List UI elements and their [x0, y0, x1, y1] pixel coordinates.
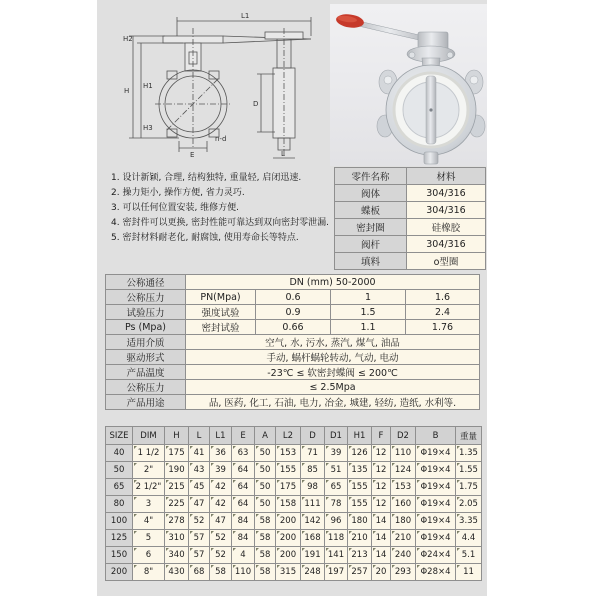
dim-value-cell: 65: [325, 479, 348, 496]
spec-value-cell: 1.6: [406, 290, 480, 305]
handle-grip: [335, 13, 365, 30]
dim-size-cell: 40: [106, 445, 133, 462]
dim-row: [106, 547, 482, 564]
dim-value-cell: 50: [255, 462, 276, 479]
dim-value-cell: 1 1/2: [133, 445, 165, 462]
dim-value-cell: 58: [255, 513, 276, 530]
dim-header-cell: E: [232, 427, 255, 445]
dim-value-cell: 14: [372, 513, 391, 530]
features-list: [111, 171, 333, 246]
dim-value-cell: 180: [391, 513, 416, 530]
dim-value-cell: 111: [301, 496, 325, 513]
dim-value-cell: 84: [232, 513, 255, 530]
dim-value-cell: Φ28×4: [416, 564, 456, 581]
dim-value-cell: 142: [301, 513, 325, 530]
dim-row: [106, 462, 482, 479]
dim-row: [106, 445, 482, 462]
dim-value-cell: 58: [255, 564, 276, 581]
dim-value-cell: 12: [372, 462, 391, 479]
spec-value-cell: 密封试验: [186, 320, 256, 335]
dim-value-cell: 4": [133, 513, 165, 530]
dim-value-cell: 85: [301, 462, 325, 479]
dim-value-cell: 64: [232, 496, 255, 513]
dim-header-cell: H1: [348, 427, 372, 445]
dim-value-cell: 155: [276, 462, 301, 479]
dim-value-cell: 153: [391, 479, 416, 496]
spec-value-cell: 1.1: [331, 320, 406, 335]
spec-value-cell: ≤ 2.5Mpa: [186, 380, 480, 395]
dim-value-cell: 50: [255, 479, 276, 496]
part-material-cell: 304/316: [407, 236, 486, 253]
dim-value-cell: 225: [165, 496, 189, 513]
dim-value-cell: 12: [372, 445, 391, 462]
spec-value-cell: -23℃ ≤ 软密封蝶阀 ≤ 200℃: [186, 365, 480, 380]
dim-size-cell: 125: [106, 530, 133, 547]
dim-value-cell: 12: [372, 496, 391, 513]
spec-label-cell: 公称通径: [106, 275, 186, 290]
part-name-cell: 密封圈: [335, 219, 407, 236]
dim-value-cell: 42: [210, 479, 232, 496]
dim-value-cell: 45: [189, 479, 210, 496]
dim-size-cell: 80: [106, 496, 133, 513]
dim-value-cell: 213: [348, 547, 372, 564]
spec-row: [106, 275, 480, 290]
dim-table-body: [106, 445, 482, 581]
dim-value-cell: 64: [232, 462, 255, 479]
dim-value-cell: 5: [133, 530, 165, 547]
dim-value-cell: 340: [165, 547, 189, 564]
dim-size-cell: 150: [106, 547, 133, 564]
parts-header-cell: 零件名称: [335, 168, 407, 185]
dim-value-cell: 36: [210, 445, 232, 462]
dim-value-cell: 51: [325, 462, 348, 479]
dim-value-cell: 191: [301, 547, 325, 564]
dim-value-cell: 58: [255, 530, 276, 547]
dim-size-cell: 50: [106, 462, 133, 479]
dim-header-cell: A: [255, 427, 276, 445]
dim-value-cell: 168: [301, 530, 325, 547]
dim-value-cell: 160: [391, 496, 416, 513]
parts-row: [335, 253, 486, 270]
dim-value-cell: 155: [348, 479, 372, 496]
dim-value-cell: 96: [325, 513, 348, 530]
dim-label-d: D: [253, 100, 259, 108]
dim-header-cell: D2: [391, 427, 416, 445]
dim-value-cell: 215: [165, 479, 189, 496]
dim-value-cell: 1.35: [456, 445, 482, 462]
dim-row: [106, 496, 482, 513]
dim-value-cell: 41: [189, 445, 210, 462]
dim-value-cell: 278: [165, 513, 189, 530]
dim-label-nd: n-d: [215, 135, 227, 143]
part-material-cell: o型圈: [407, 253, 486, 270]
dim-value-cell: 47: [189, 496, 210, 513]
spec-label-cell: 公称压力: [106, 380, 186, 395]
dim-value-cell: Φ19×4: [416, 462, 456, 479]
spec-row: [106, 335, 480, 350]
spec-label-cell: 公称压力: [106, 290, 186, 305]
dim-value-cell: 257: [348, 564, 372, 581]
dim-size-cell: 65: [106, 479, 133, 496]
part-name-cell: 阀体: [335, 185, 407, 202]
parts-header-cell: 材料: [407, 168, 486, 185]
spec-value-cell: 手动, 蜗杆蜗轮转动, 气动, 电动: [186, 350, 480, 365]
dim-table-head: [106, 427, 482, 445]
spec-row: [106, 305, 480, 320]
dim-value-cell: 39: [210, 462, 232, 479]
spec-value-cell: PN(Mpa): [186, 290, 256, 305]
spec-table: [105, 274, 480, 410]
spec-table-body: [106, 275, 480, 410]
dim-header-cell: DIM: [133, 427, 165, 445]
dim-row: [106, 513, 482, 530]
dim-value-cell: 293: [391, 564, 416, 581]
dim-value-cell: 175: [276, 479, 301, 496]
dim-label-h1: H1: [143, 82, 153, 90]
dim-header-cell: B: [416, 427, 456, 445]
feature-item: 1. 设计新颖, 合理, 结构独特, 重量轻, 启闭迅速.: [111, 173, 302, 183]
spec-row: [106, 320, 480, 335]
dim-header-cell: H: [165, 427, 189, 445]
dim-value-cell: 52: [189, 513, 210, 530]
spec-label-cell: 试验压力: [106, 305, 186, 320]
parts-row: [335, 219, 486, 236]
dim-value-cell: 1.75: [456, 479, 482, 496]
dim-label-h: H: [124, 87, 130, 95]
dim-value-cell: 98: [301, 479, 325, 496]
dim-value-cell: 153: [276, 445, 301, 462]
dim-value-cell: 4: [232, 547, 255, 564]
dim-value-cell: Φ19×4: [416, 513, 456, 530]
spec-value-cell: 1.5: [331, 305, 406, 320]
parts-row: [335, 202, 486, 219]
dim-value-cell: 126: [348, 445, 372, 462]
dim-value-cell: 2.05: [456, 496, 482, 513]
dim-value-cell: 200: [276, 513, 301, 530]
dim-value-cell: Φ19×4: [416, 530, 456, 547]
dim-header-cell: SIZE: [106, 427, 133, 445]
spec-label-cell: Ps (Mpa): [106, 320, 186, 335]
dim-header-cell: 重量: [456, 427, 482, 445]
part-name-cell: 蝶板: [335, 202, 407, 219]
dim-value-cell: Φ19×4: [416, 445, 456, 462]
feature-item: 4. 密封件可以更换, 密封性能可靠达到双向密封零泄漏.: [111, 218, 330, 228]
dim-size-cell: 100: [106, 513, 133, 530]
dim-value-cell: 52: [210, 530, 232, 547]
part-material-cell: 304/316: [407, 202, 486, 219]
dim-header-cell: D: [301, 427, 325, 445]
part-name-cell: 阀杆: [335, 236, 407, 253]
dim-value-cell: 248: [301, 564, 325, 581]
dim-header-cell: L: [189, 427, 210, 445]
parts-row: [335, 236, 486, 253]
dim-label-e: E: [190, 151, 195, 159]
spec-value-cell: 0.6: [256, 290, 331, 305]
spec-row: [106, 380, 480, 395]
dim-value-cell: 2 1/2": [133, 479, 165, 496]
dim-value-cell: 3: [133, 496, 165, 513]
dim-value-cell: 158: [276, 496, 301, 513]
spec-value-cell: 品, 医药, 化工, 石油, 电力, 冶金, 城建, 轻纺, 造纸, 水利等.: [186, 395, 480, 410]
spec-label-cell: 驱动形式: [106, 350, 186, 365]
spec-row: [106, 350, 480, 365]
dim-value-cell: 315: [276, 564, 301, 581]
dim-value-cell: 155: [348, 496, 372, 513]
dim-value-cell: 4.4: [456, 530, 482, 547]
dim-value-cell: 50: [255, 496, 276, 513]
dim-value-cell: 190: [165, 462, 189, 479]
dim-value-cell: 71: [301, 445, 325, 462]
spec-value-cell: DN (mm) 50-2000: [186, 275, 480, 290]
spec-value-cell: 2.4: [406, 305, 480, 320]
dim-value-cell: 50: [255, 445, 276, 462]
dim-value-cell: 110: [391, 445, 416, 462]
dim-value-cell: 14: [372, 547, 391, 564]
dim-value-cell: 124: [391, 462, 416, 479]
dim-value-cell: 118: [325, 530, 348, 547]
parts-table-body: [335, 168, 486, 270]
dim-size-cell: 200: [106, 564, 133, 581]
dim-value-cell: 197: [325, 564, 348, 581]
dim-value-cell: 42: [210, 496, 232, 513]
dim-value-cell: 57: [189, 547, 210, 564]
dim-value-cell: 57: [189, 530, 210, 547]
dim-value-cell: 180: [348, 513, 372, 530]
dim-value-cell: 200: [276, 530, 301, 547]
spec-value-cell: 空气, 水, 污水, 蒸汽, 煤气, 油品: [186, 335, 480, 350]
dim-label-l: L: [281, 150, 285, 158]
dim-value-cell: 58: [255, 547, 276, 564]
dim-value-cell: 47: [210, 513, 232, 530]
valve-technical-drawing: [115, 8, 333, 163]
dim-row: [106, 530, 482, 547]
dim-header-cell: L2: [276, 427, 301, 445]
parts-row: [335, 185, 486, 202]
spec-row: [106, 290, 480, 305]
dim-value-cell: 11: [456, 564, 482, 581]
dim-value-cell: Φ19×4: [416, 496, 456, 513]
feature-item: 5. 密封材料耐老化, 耐腐蚀, 使用寿命长等特点.: [111, 233, 299, 243]
part-name-cell: 填料: [335, 253, 407, 270]
dim-value-cell: 1.55: [456, 462, 482, 479]
parts-header-row: [335, 168, 486, 185]
spec-label-cell: 产品用途: [106, 395, 186, 410]
dim-value-cell: 78: [325, 496, 348, 513]
dim-value-cell: 64: [232, 479, 255, 496]
dim-value-cell: 43: [189, 462, 210, 479]
dim-value-cell: 5.1: [456, 547, 482, 564]
dim-value-cell: 39: [325, 445, 348, 462]
valve-photo: [330, 4, 487, 166]
dim-value-cell: 68: [189, 564, 210, 581]
dim-value-cell: 14: [372, 530, 391, 547]
content-panel: [97, 0, 487, 596]
dim-value-cell: 2": [133, 462, 165, 479]
dim-value-cell: 210: [391, 530, 416, 547]
dim-header-cell: L1: [210, 427, 232, 445]
dim-row: [106, 479, 482, 496]
spec-value-cell: 强度试验: [186, 305, 256, 320]
spec-value-cell: 1.76: [406, 320, 480, 335]
part-material-cell: 304/316: [407, 185, 486, 202]
dim-header-cell: F: [372, 427, 391, 445]
feature-item: 3. 可以任何位置安装, 维修方便.: [111, 203, 240, 213]
dim-label-h3: H3: [143, 124, 153, 132]
spec-label-cell: 产品温度: [106, 365, 186, 380]
dim-value-cell: 12: [372, 479, 391, 496]
dim-value-cell: 210: [348, 530, 372, 547]
dim-value-cell: 240: [391, 547, 416, 564]
dim-value-cell: 63: [232, 445, 255, 462]
dim-header-cell: D1: [325, 427, 348, 445]
dim-row: [106, 564, 482, 581]
dim-value-cell: 3.35: [456, 513, 482, 530]
part-material-cell: 硅橡胶: [407, 219, 486, 236]
dim-value-cell: 430: [165, 564, 189, 581]
parts-material-table: [334, 167, 486, 270]
feature-item: 2. 操力矩小, 操作方便, 省力灵巧.: [111, 188, 245, 198]
dim-value-cell: 175: [165, 445, 189, 462]
spec-row: [106, 395, 480, 410]
spec-label-cell: 适用介质: [106, 335, 186, 350]
dimensions-table: [105, 426, 482, 581]
dim-value-cell: 6: [133, 547, 165, 564]
spec-value-cell: 1: [331, 290, 406, 305]
dim-value-cell: 135: [348, 462, 372, 479]
dim-value-cell: 52: [210, 547, 232, 564]
dim-value-cell: 200: [276, 547, 301, 564]
spec-row: [106, 365, 480, 380]
dim-value-cell: 20: [372, 564, 391, 581]
dim-value-cell: Φ24×4: [416, 547, 456, 564]
dim-label-h2: H2: [123, 35, 133, 43]
dim-value-cell: 58: [210, 564, 232, 581]
dim-value-cell: 8": [133, 564, 165, 581]
dim-value-cell: 84: [232, 530, 255, 547]
spec-value-cell: 0.66: [256, 320, 331, 335]
spec-value-cell: 0.9: [256, 305, 331, 320]
dim-header-row: [106, 427, 482, 445]
dim-value-cell: 310: [165, 530, 189, 547]
dim-value-cell: Φ19×4: [416, 479, 456, 496]
dim-label-l1: L1: [241, 12, 250, 20]
dim-value-cell: 110: [232, 564, 255, 581]
dim-value-cell: 141: [325, 547, 348, 564]
